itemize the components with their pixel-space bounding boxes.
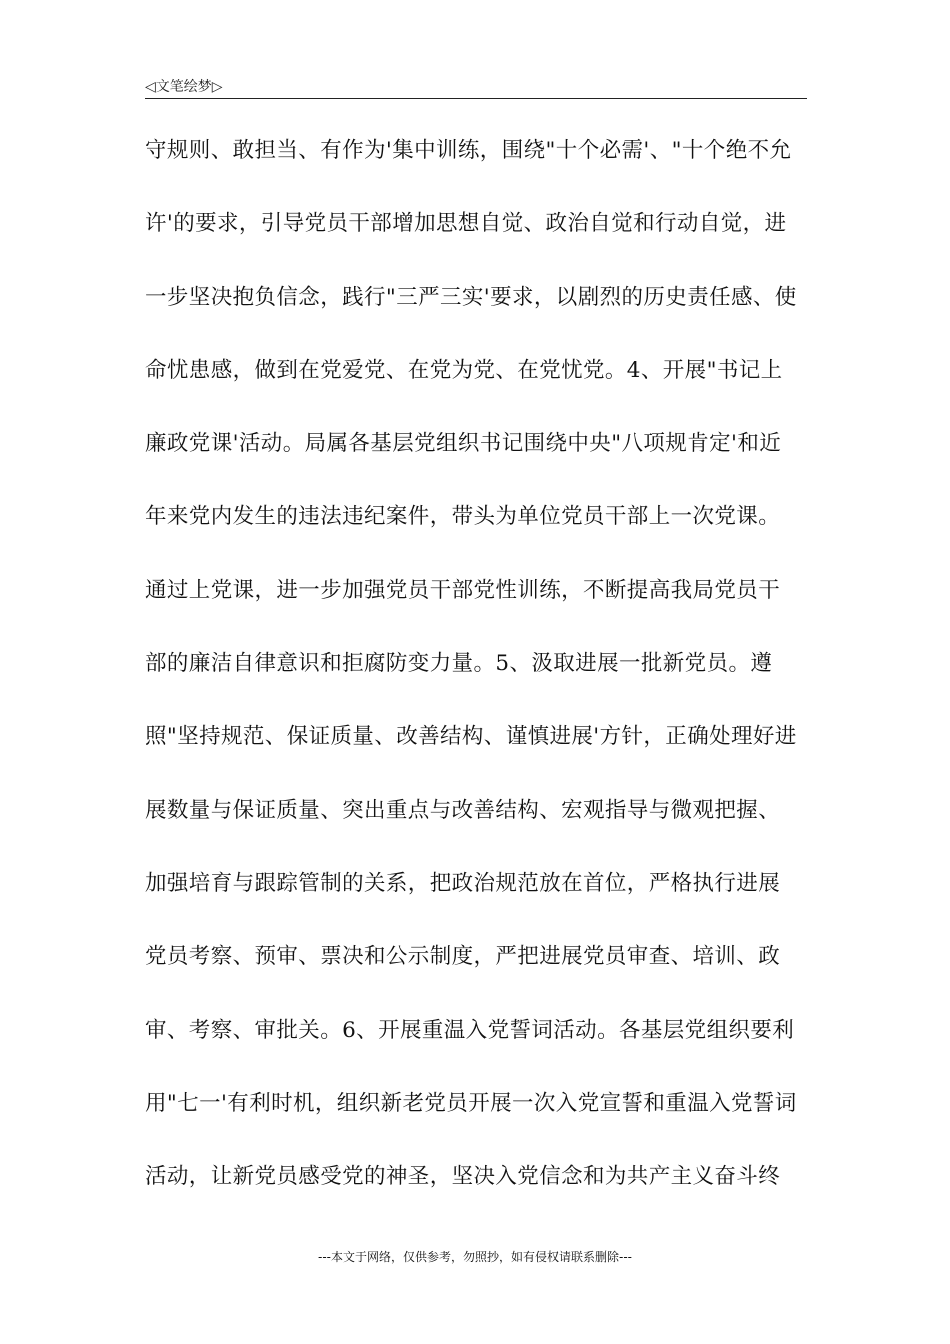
- body-line: 加强培育与跟踪管制的关系，把政治规范放在首位，严格执行进展: [145, 870, 781, 896]
- body-line: 照"坚持规范、保证质量、改善结构、谨慎进展'方针，正确处理好进: [145, 724, 797, 750]
- document-body: [145, 128, 807, 1227]
- body-line: 用"七一'有利时机，组织新老党员开展一次入党宣誓和重温入党誓词: [145, 1090, 797, 1116]
- body-line: 党员考察、预审、票决和公示制度，严把进展党员审查、培训、政: [145, 944, 781, 970]
- body-line: 守规则、敢担当、有作为'集中训练，围绕"十个必需'、"十个绝不允: [145, 138, 792, 163]
- page-footer: ---本文于网络，仅供参考，勿照抄，如有侵权请联系删除---: [318, 1250, 632, 1264]
- header-title: ◁文笔绘梦▷: [145, 79, 223, 95]
- body-line: 年来党内发生的违法违纪案件，带头为单位党员干部上一次党课。: [145, 504, 781, 530]
- body-line: 廉政党课'活动。局属各基层党组织书记围绕中央"八项规肯定'和近: [145, 431, 782, 457]
- page-header: [145, 74, 807, 99]
- body-line: 活动，让新党员感受党的神圣，坚决入党信念和为共产主义奋斗终: [145, 1164, 781, 1190]
- body-line: 命忧患感，做到在党爱党、在党为党、在党忧党。4、开展"书记上: [145, 357, 783, 383]
- body-line: 审、考察、审批关。6、开展重温入党誓词活动。各基层党组织要利: [145, 1017, 795, 1043]
- body-line: 许'的要求，引导党员干部增加思想自觉、政治自觉和行动自觉，进: [145, 211, 787, 237]
- body-line: 一步坚决抱负信念，践行"三严三实'要求，以剧烈的历史责任感、使: [145, 284, 797, 310]
- body-line: 展数量与保证质量、突出重点与改善结构、宏观指导与微观把握、: [145, 797, 781, 823]
- body-line: 部的廉洁自律意识和拒腐防变力量。5、汲取进展一批新党员。遵: [145, 651, 773, 677]
- body-line: 通过上党课，进一步加强党员干部党性训练，不断提高我局党员干: [145, 577, 781, 603]
